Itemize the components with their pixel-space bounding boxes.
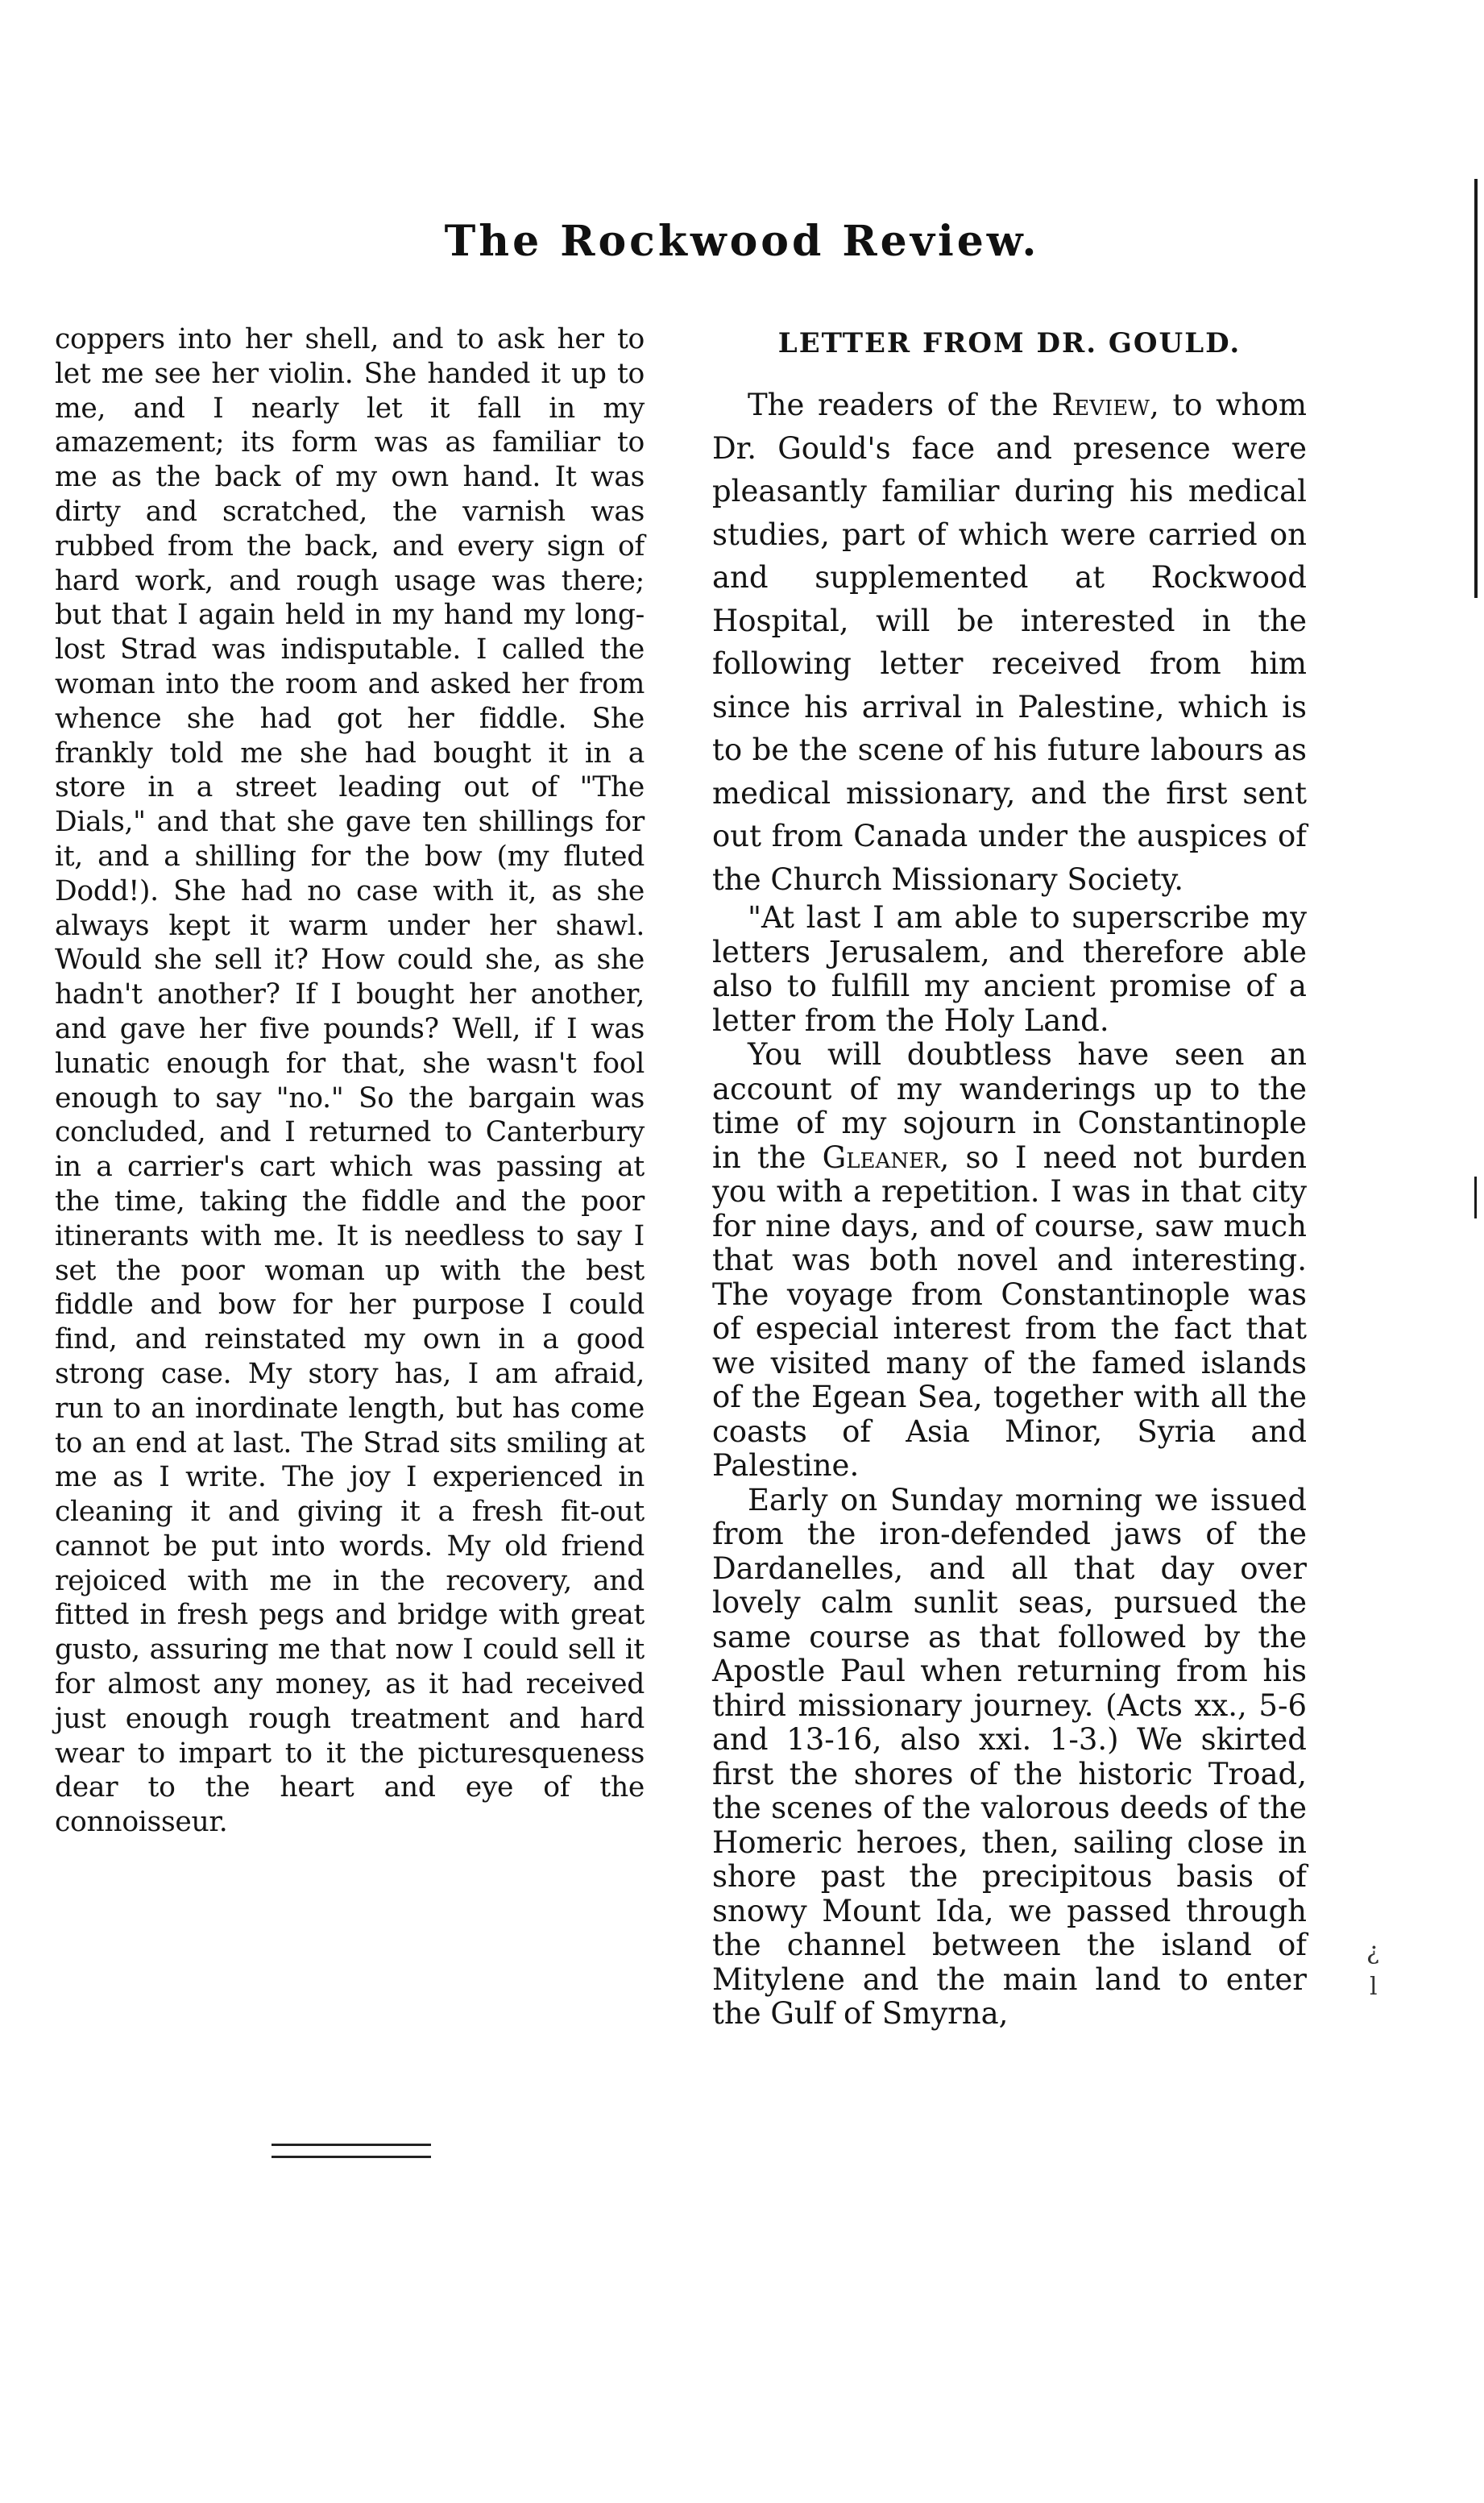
gleaner-smallcaps: Gleaner xyxy=(822,1139,940,1175)
intro-text-end: , to whom Dr. Gould's face and presence were pleasantly familiar during his medical studies, part of which were carried on and supplemented at Rockwood Hospital, will be interested in the following letter received from him since his arrival in Palestine, which is to be the scene of his future labours as medical missionary, and the first sent out from Canada under the auspices of the Church Missionary Society. xyxy=(712,388,1307,897)
letter-paragraph-2: "At last I am able to superscribe my letters Jerusalem, and therefore able also to fulfill my ancient promise of a letter from the Holy Land. xyxy=(712,900,1307,1038)
stray-margin-glyph-1: ¿ xyxy=(1366,1937,1380,1965)
end-of-article-double-rule xyxy=(272,2144,431,2158)
review-smallcaps: Review xyxy=(1051,388,1150,422)
stray-margin-glyph-2: l xyxy=(1370,1973,1378,2001)
intro-text-start: The readers of the xyxy=(748,388,1052,422)
letter-intro-paragraph xyxy=(712,384,1307,901)
paragraph-3-text-start: You will doubtless have seen an account of my wanderings up to the time of my sojourn in Constantinople in the xyxy=(712,1037,1307,1175)
masthead-title: The Rockwood Review. xyxy=(444,217,1040,266)
story-continuation-paragraph: coppers into her shell, and to ask her to let me see her violin. She handed it up to me, and I nearly let it fall in my amazement; its form was as familiar to me as the back of my own hand. It was dirty and scratched, the varnish was rubbed from the back, and every sign of hard work, and rough usage was there; but that I again held in my hand my long-lost Strad was indisputable. I called the woman into the room and asked her from whence she had got her fiddle. She frankly told me she had bought it in a store in a street leading out of "The Dials," and that she gave ten shillings for it, and a shilling for the bow (my fluted Dodd!). She had no case with it, as she always kept it warm under her shawl. Would she sell it? How could she, as she hadn't another? If I bought her another, and gave her five pounds? Well, if I was lunatic enough for that, she wasn't fool enough to say "no." So the bargain was concluded, and I returned to Canterbury in a carrier's cart which was passing at the time, taking the fiddle and the poor itinerants with me. It is needless to say I set the poor woman up with the best fiddle and bow for her purpose I could find, and reinstated my own in a good strong case. My story has, I am afraid, run to an inordinate length, but has come to an end at last. The Strad sits smiling at me as I write. The joy I experienced in cleaning it and giving it a fresh fit-out cannot be put into words. My old friend rejoiced with me in the recovery, and fitted in fresh pegs and bridge with great gusto, assuring me that now I could sell it for almost any money, as it had received just enough rough treatment and hard wear to impart to it the picturesqueness dear to the heart and eye of the connoisseur. xyxy=(55,323,645,1839)
letter-paragraph-3 xyxy=(712,1038,1307,1484)
right-column xyxy=(712,322,1307,2032)
article-title: LETTER FROM DR. GOULD. xyxy=(777,327,1242,359)
paragraph-3-text-end: , so I need not burden you with a repetition. I was in that city for nine days, and of course, saw much that was both novel and interesting. The voyage from Constantinople was of especial interest from the fact that we visited many of the famed islands of the Egean Sea, together with all the coasts of Asia Minor, Syria and Palestine. xyxy=(712,1139,1308,1483)
scan-edge-mark-top xyxy=(1474,179,1478,598)
letter-paragraph-4: Early on Sunday morning we issued from the iron-defended jaws of the Dardanelles, and all that day over lovely calm sunlit seas, pursued the same course as that followed by the Apostle Paul when returning from his third missionary journey. (Acts xx., 5-6 and 13-16, also xxi. 1-3.) We skirted first the shores of the historic Troad, the scenes of the valorous deeds of the Homeric heroes, then, sailing close in shore past the precipitous basis of snowy Mount Ida, we passed through the channel between the island of Mitylene and the main land to enter the Gulf of Smyrna, xyxy=(712,1482,1307,2031)
scan-edge-mark-middle xyxy=(1474,1177,1477,1218)
left-column xyxy=(55,322,645,1840)
